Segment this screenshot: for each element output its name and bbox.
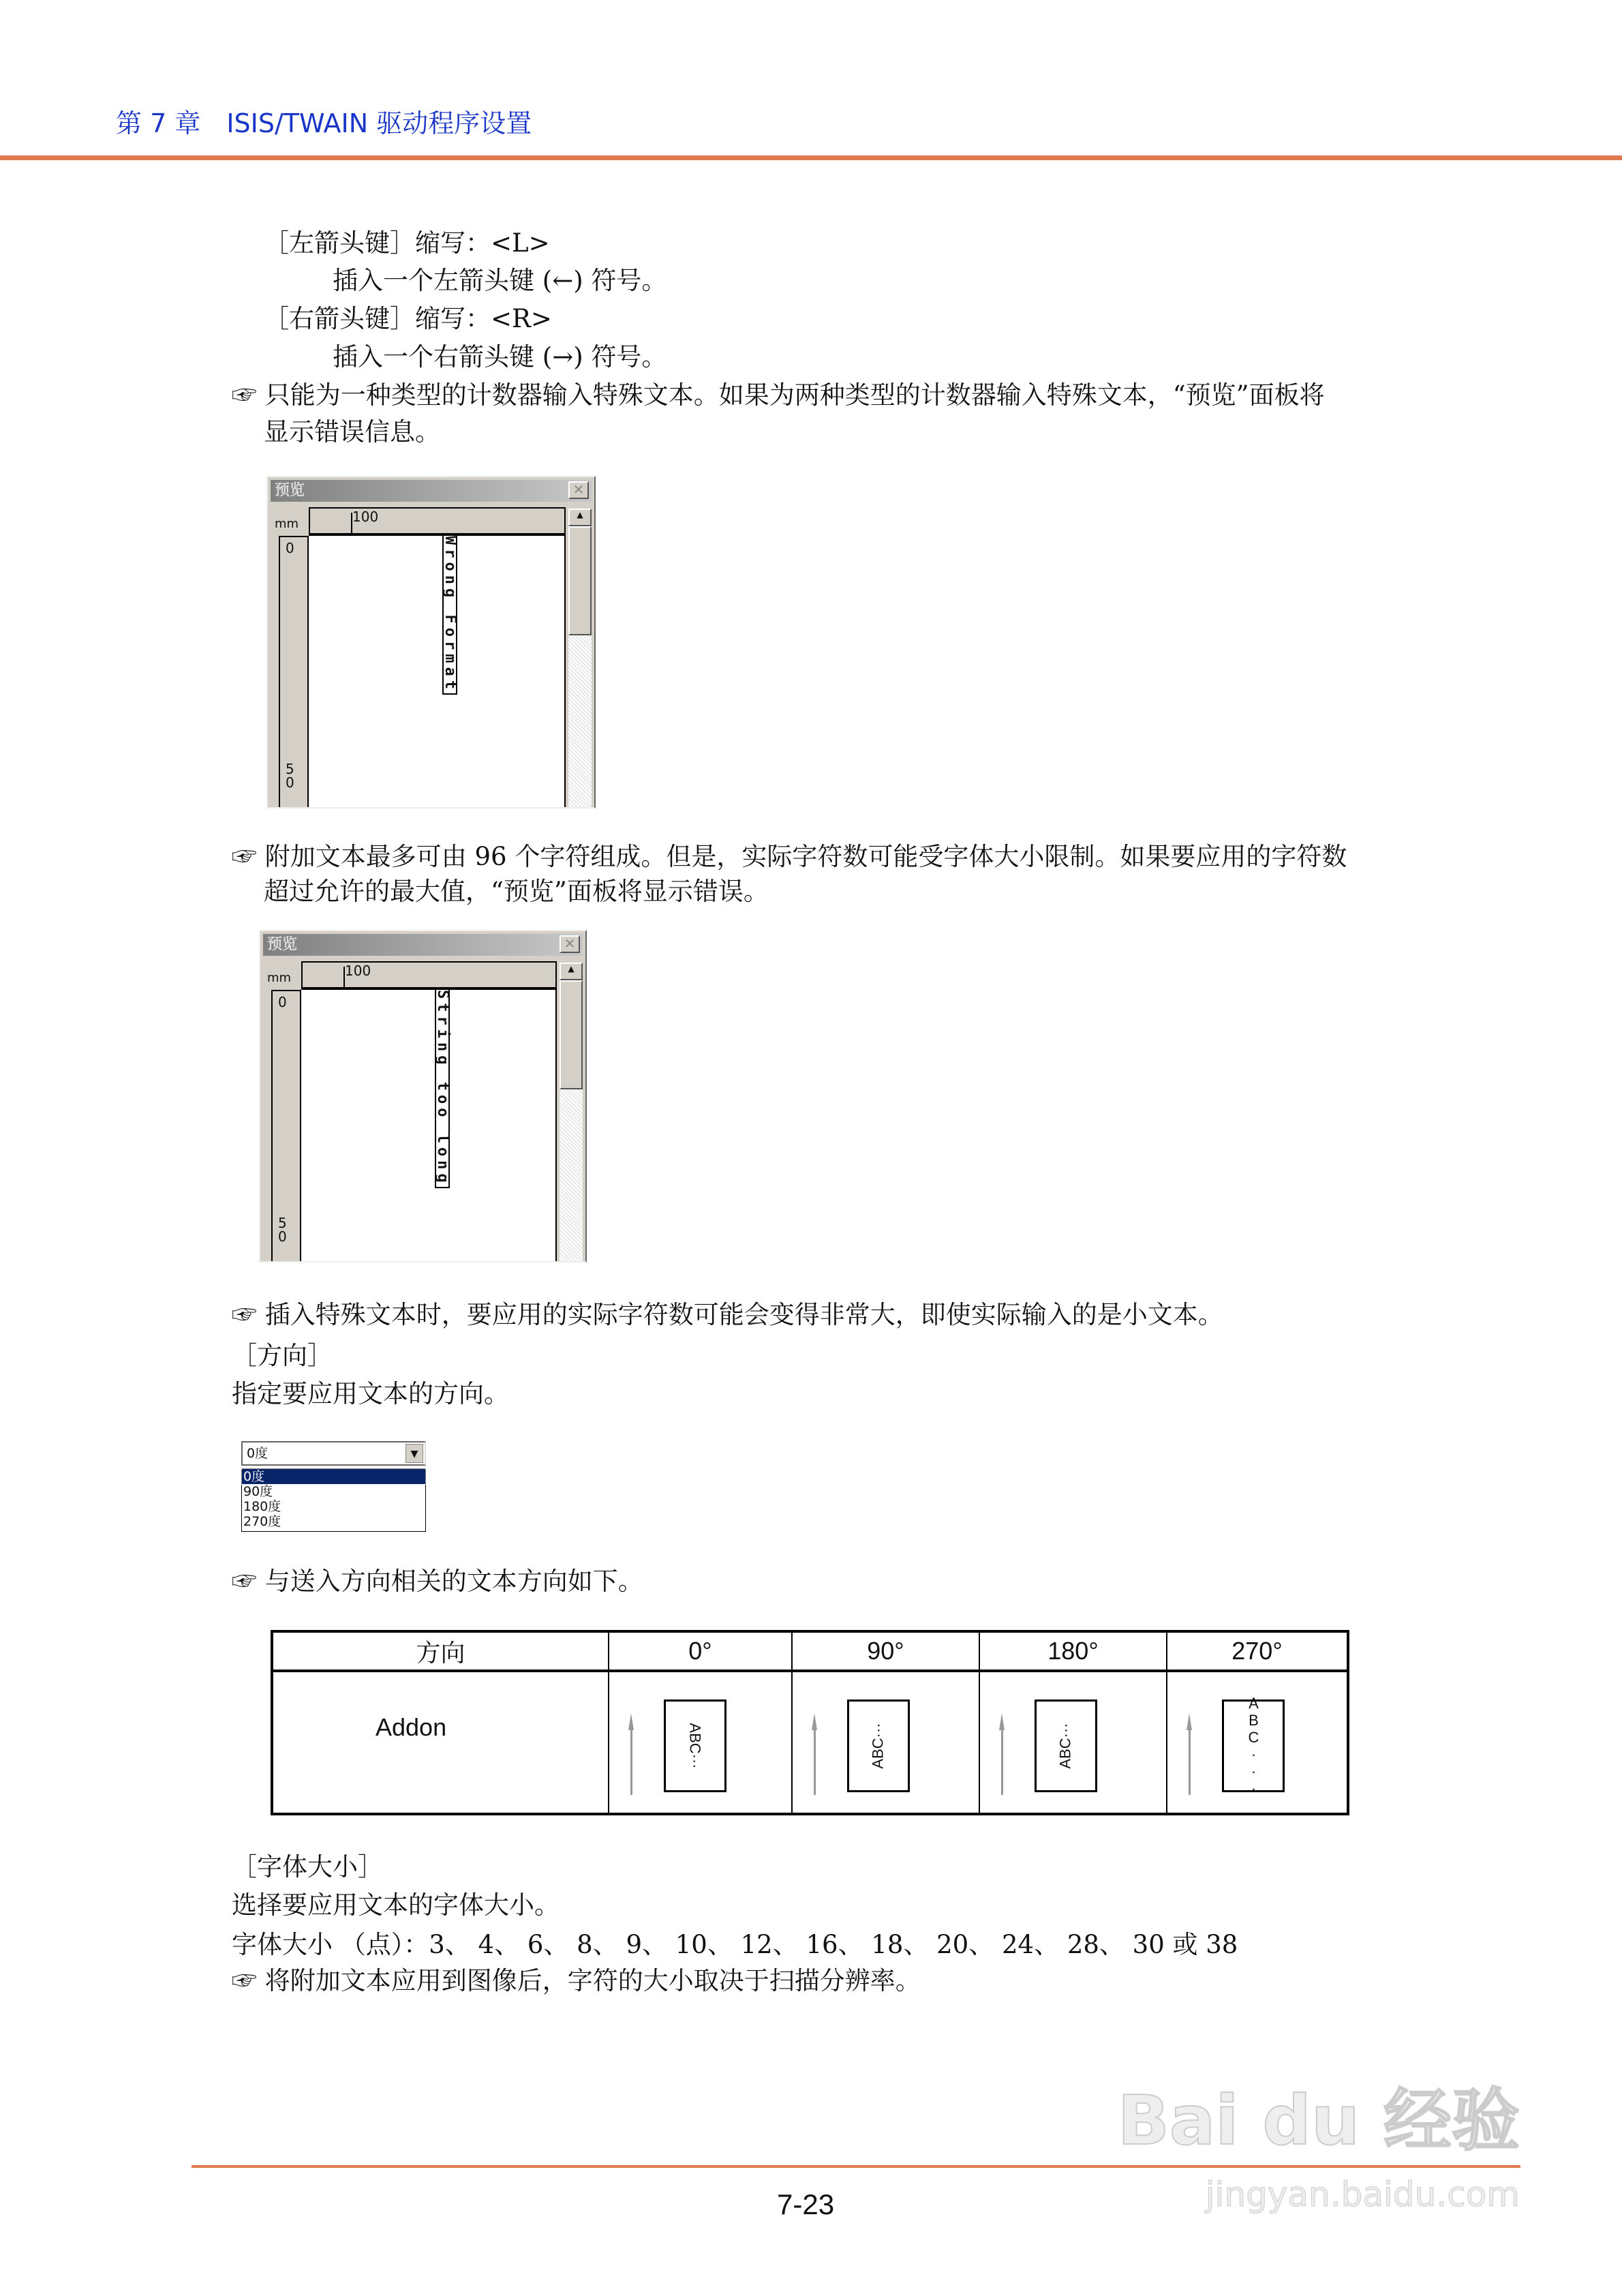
scroll-up-icon[interactable]: ▲ (560, 963, 583, 980)
text-line: ［左箭头键］缩写：<L> (264, 228, 550, 258)
unit-label: mm (275, 517, 299, 531)
chevron-down-icon[interactable]: ▼ (406, 1444, 423, 1463)
feed-arrow-icon (999, 1713, 1005, 1795)
horizontal-ruler (309, 507, 566, 536)
footer-divider (192, 2165, 1520, 2168)
text-line: 字体大小 （点）：3、 4、 6、 8、 9、 10、 12、 16、 18、 20、 24、 28、 30 或 38 (232, 1930, 1238, 1959)
vertical-ruler (271, 990, 301, 1261)
header-0: 0° (609, 1631, 792, 1671)
text-sample-270: ABC··· (1222, 1700, 1285, 1792)
page-number: 7-23 (777, 2188, 835, 2220)
text-line: 指定要应用文本的方向。 (232, 1379, 509, 1408)
option-0[interactable]: 0度 (242, 1469, 425, 1484)
vertical-ruler (279, 536, 309, 807)
header-direction: 方向 (272, 1631, 609, 1671)
feed-arrow-icon (628, 1713, 634, 1795)
feed-arrow-icon (812, 1713, 817, 1795)
text-line: 插入一个右箭头键 (→) 符号。 (333, 342, 667, 372)
horizontal-ruler (301, 961, 557, 990)
preview-canvas (301, 990, 557, 1261)
ruler-label: 5 0 (278, 1215, 287, 1245)
text-line: 显示错误信息。 (264, 417, 440, 447)
close-icon[interactable]: ✕ (568, 481, 589, 499)
dropdown-list (241, 1468, 426, 1532)
chapter-header: 第 7 章 ISIS/TWAIN 驱动程序设置 (116, 108, 532, 138)
note-line: ☞ 插入特殊文本时，要应用的实际字符数可能会变得非常大，即使实际输入的是小文本。 (232, 1300, 1223, 1329)
close-icon[interactable]: ✕ (560, 935, 580, 953)
scroll-thumb[interactable] (560, 980, 583, 1089)
ruler-label: 0 (286, 540, 294, 556)
selected-value: 0度 (247, 1446, 269, 1461)
feed-arrow-icon (1187, 1713, 1192, 1795)
direction-table (271, 1630, 1349, 1815)
text-line: ［右箭头键］缩写：<R> (264, 304, 552, 333)
watermark-url: jingyan.baidu.com (1205, 2175, 1520, 2214)
ruler-label: 100 (345, 963, 371, 979)
text-sample-90: ABC··· (847, 1700, 910, 1792)
text-sample-0: ABC··· (664, 1700, 726, 1792)
text-line: 插入一个左箭头键 (←) 符号。 (333, 266, 667, 295)
note-line: ☞ 只能为一种类型的计数器输入特殊文本。如果为两种类型的计数器输入特殊文本，“预览”面板将 (232, 380, 1325, 410)
direction-dropdown[interactable] (241, 1441, 426, 1533)
preview-title: 预览 (263, 934, 583, 956)
note-line: ☞ 将附加文本应用到图像后，字符的大小取决于扫描分辨率。 (232, 1966, 921, 1995)
preview-window-string-too-long (259, 930, 587, 1263)
dropdown-selected[interactable] (241, 1441, 426, 1466)
ruler-label: 100 (352, 509, 379, 525)
header-180: 180° (979, 1631, 1167, 1671)
row-label: Addon (272, 1671, 609, 1814)
option-90[interactable]: 90度 (243, 1484, 273, 1499)
text-line: 选择要应用文本的字体大小。 (232, 1890, 560, 1920)
option-180[interactable]: 180度 (243, 1499, 281, 1514)
note-line: ☞ 与送入方向相关的文本方向如下。 (232, 1567, 643, 1596)
text-sample-180: ABC··· (1035, 1700, 1097, 1792)
section-heading: ［方向］ (232, 1341, 333, 1370)
error-text: String too long (434, 990, 451, 1187)
ruler-label: 0 (278, 994, 287, 1010)
preview-title: 预览 (271, 480, 592, 502)
preview-canvas (309, 536, 566, 807)
preview-window-wrong-format (266, 476, 596, 809)
scrollbar[interactable] (560, 963, 583, 1261)
ruler-label: 5 0 (286, 761, 294, 791)
option-270[interactable]: 270度 (243, 1514, 281, 1529)
header-divider (0, 155, 1622, 160)
header-90: 90° (792, 1631, 979, 1671)
text-line: 超过允许的最大值，“预览”面板将显示错误。 (264, 877, 769, 906)
watermark-logo: Bai du 经验 (1117, 2081, 1520, 2160)
error-text: Wrong Format (442, 536, 459, 693)
unit-label: mm (267, 971, 292, 985)
scroll-up-icon[interactable]: ▲ (568, 509, 592, 526)
header-270: 270° (1167, 1631, 1348, 1671)
scrollbar[interactable] (568, 509, 592, 807)
note-line: ☞ 附加文本最多可由 96 个字符组成。但是，实际字符数可能受字体大小限制。如果要应用的字符数 (232, 842, 1347, 871)
scroll-thumb[interactable] (568, 526, 592, 635)
section-heading: ［字体大小］ (232, 1852, 383, 1882)
